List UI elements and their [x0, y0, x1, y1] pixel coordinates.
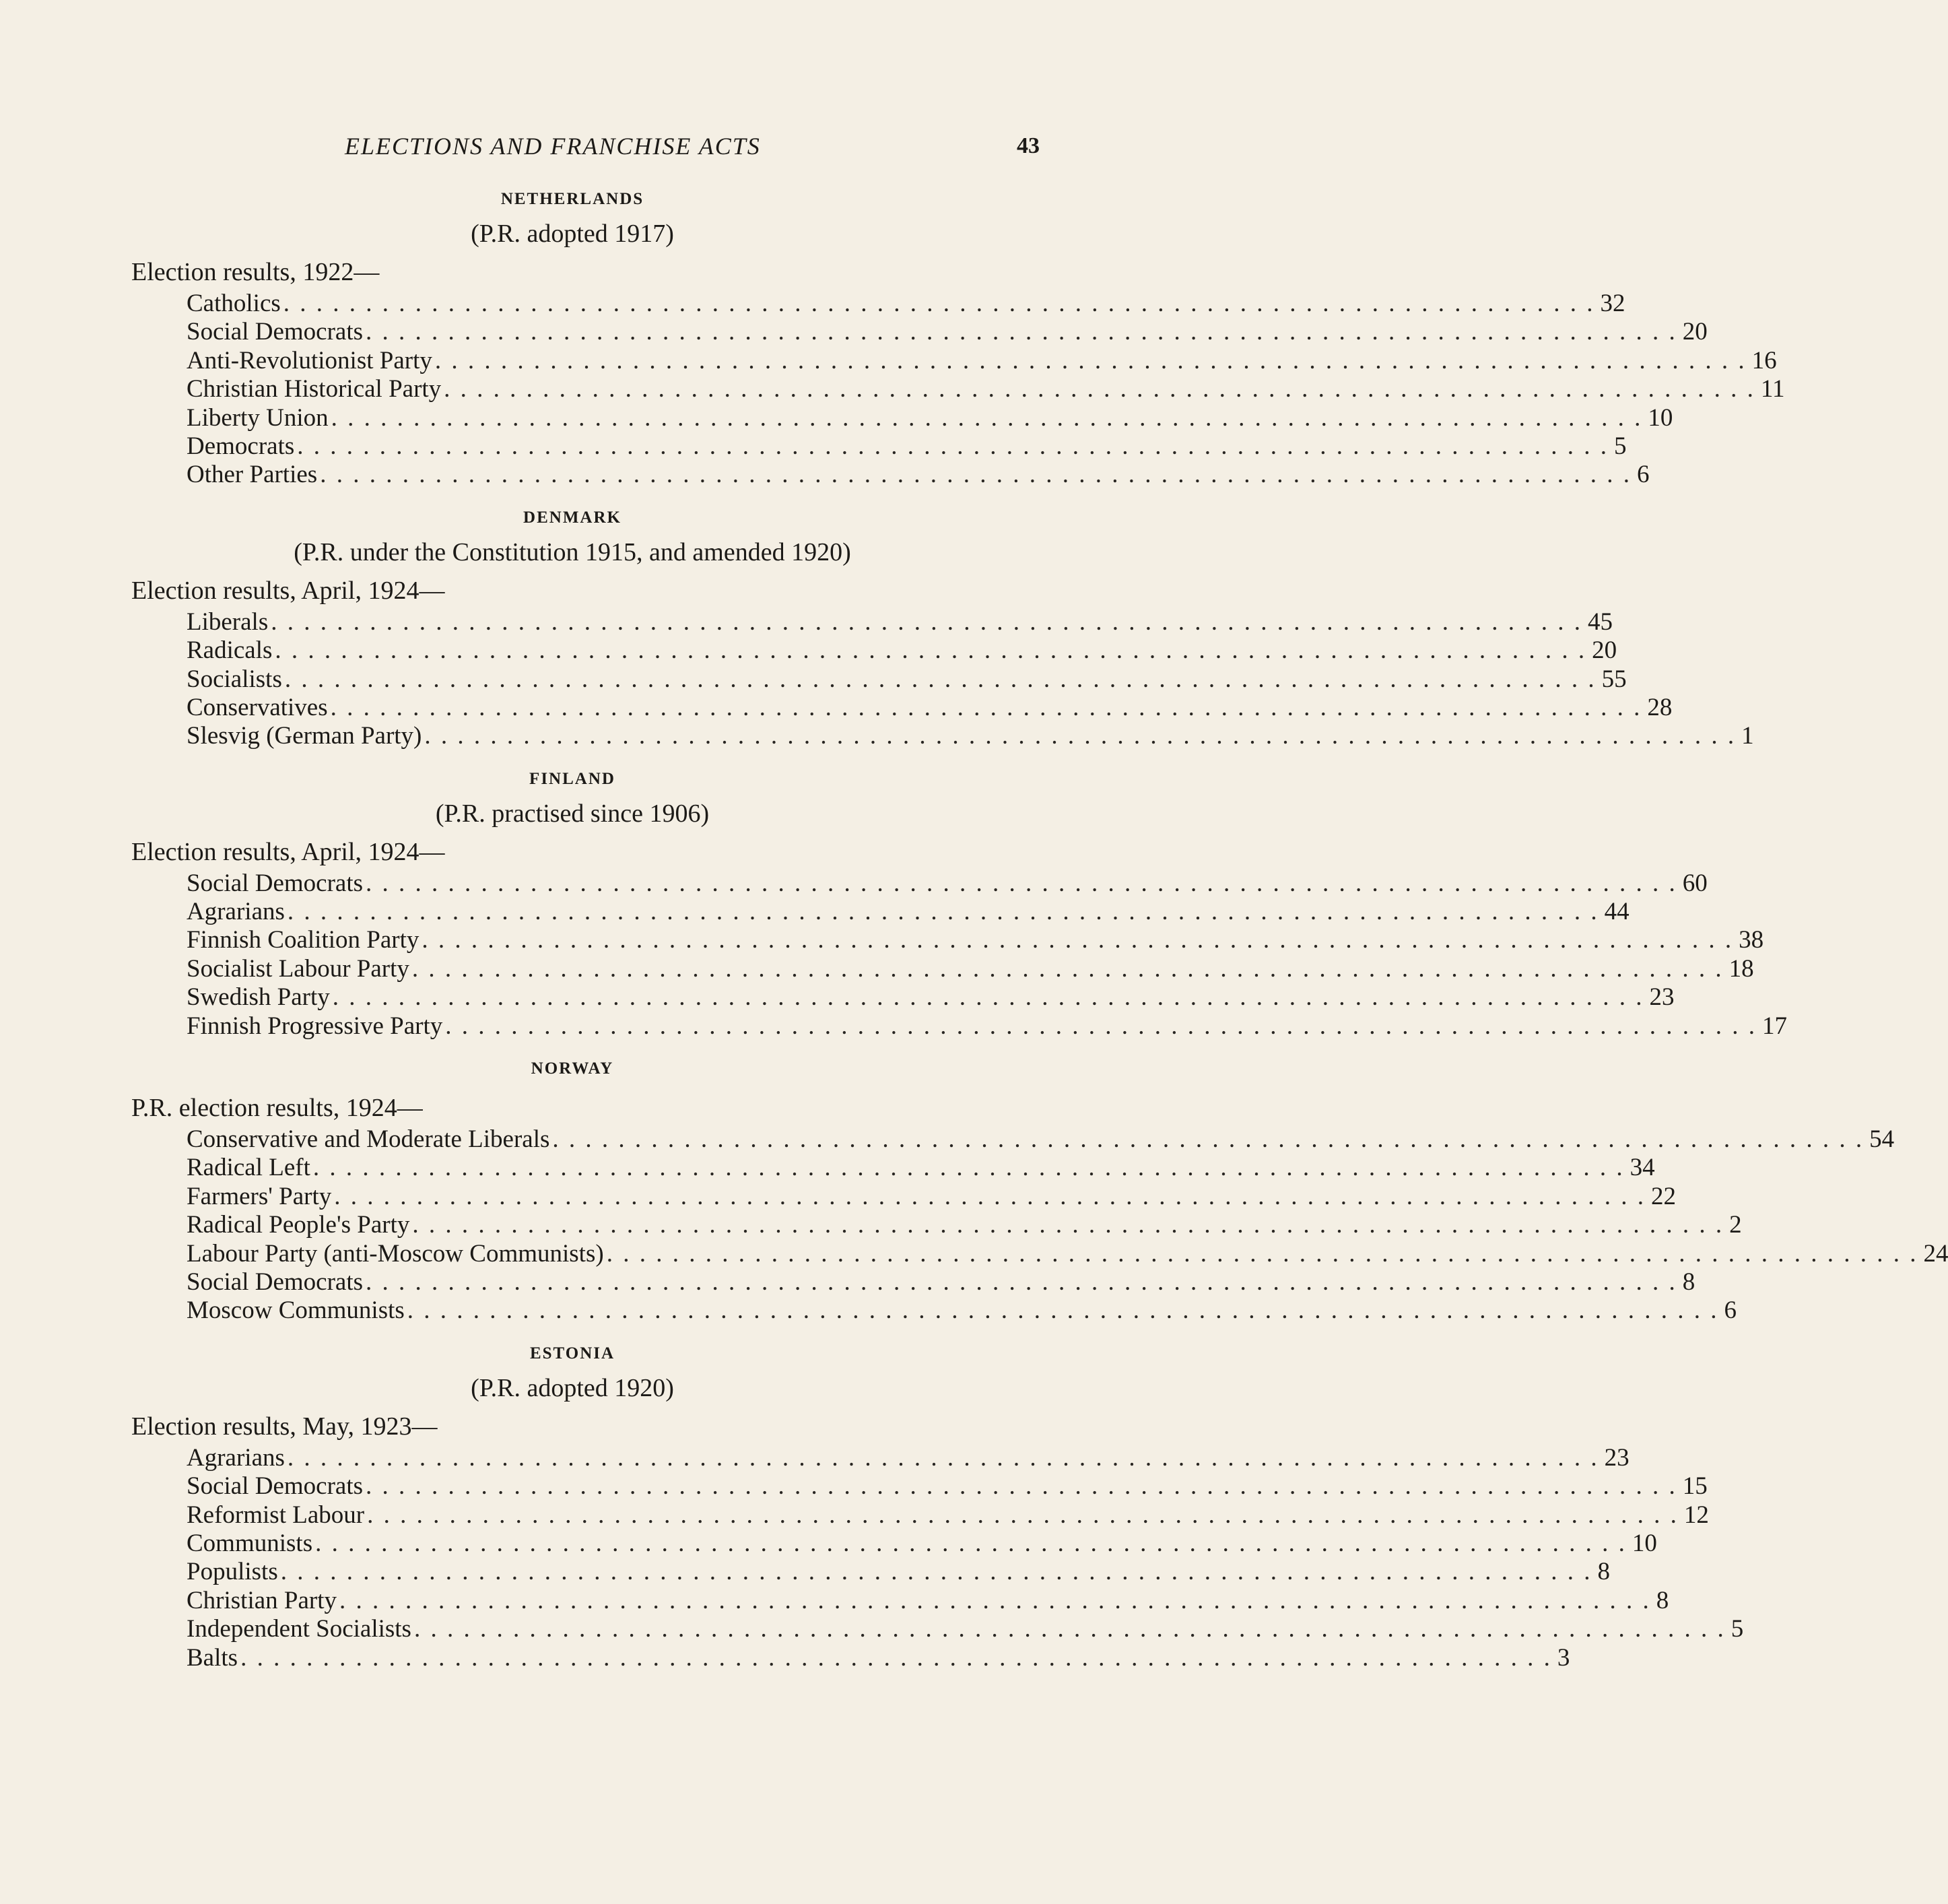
dot-leader: . . . . . . . . . . . . . . . . . . . . . . . . . . . . . . . . . . . . . . . . . . . . . . . . . . . . . . . . . . . . . . . . . . . . . . . . . . . . . . . .	[366, 1472, 1677, 1501]
party-name: Conservative and Moderate Liberals	[187, 1125, 550, 1154]
party-name: Finnish Progressive Party	[187, 1012, 443, 1040]
list-item	[131, 1529, 1657, 1558]
party-name: Socialist Labour Party	[187, 954, 409, 983]
seat-count: 6	[1636, 461, 1650, 489]
list-item	[131, 1125, 1895, 1154]
dot-leader: . . . . . . . . . . . . . . . . . . . . . . . . . . . . . . . . . . . . . . . . . . . . . . . . . . . . . . . . . . . . . . . . . . . . . . . . . . . . . . . .	[366, 318, 1677, 346]
list-item	[131, 1268, 1695, 1296]
seat-count: 18	[1728, 954, 1754, 983]
seat-count: 34	[1630, 1154, 1655, 1182]
seat-count: 1	[1741, 722, 1754, 750]
party-name: Farmers' Party	[187, 1182, 332, 1210]
seat-count: 15	[1682, 1472, 1708, 1501]
results-heading: Election results, April, 1924—	[131, 837, 445, 866]
dot-leader: . . . . . . . . . . . . . . . . . . . . . . . . . . . . . . . . . . . . . . . . . . . . . . . . . . . . . . . . . . . . . . . . . . . . . . . . . . . . . . . .	[271, 608, 1582, 636]
dot-leader: . . . . . . . . . . . . . . . . . . . . . . . . . . . . . . . . . . . . . . . . . . . . . . . . . . . . . . . . . . . . . . . . . . . . . . . . . . . . . . . .	[445, 1012, 1757, 1040]
results-heading: P.R. election results, 1924—	[131, 1094, 423, 1123]
seat-count: 24	[1923, 1239, 1948, 1268]
results-heading: Election results, 1922—	[131, 258, 380, 286]
party-name: Christian Party	[187, 1586, 337, 1614]
dot-leader: . . . . . . . . . . . . . . . . . . . . . . . . . . . . . . . . . . . . . . . . . . . . . . . . . . . . . . . . . . . . . . . . . . . . . . . . . . . . . . . .	[413, 1615, 1726, 1643]
dot-leader: . . . . . . . . . . . . . . . . . . . . . . . . . . . . . . . . . . . . . . . . . . . . . . . . . . . . . . . . . . . . . . . . . . . . . . . . . . . . . . . .	[367, 1501, 1679, 1529]
list-item	[131, 1558, 1610, 1586]
seat-count: 54	[1869, 1125, 1895, 1154]
seat-count: 23	[1604, 1443, 1630, 1472]
country-heading: ESTONIA	[529, 1344, 615, 1363]
seat-count: 38	[1739, 926, 1764, 954]
party-name: Social Democrats	[187, 869, 363, 897]
list-item	[131, 869, 1708, 898]
list-item	[131, 665, 1627, 694]
results-list	[131, 1125, 1948, 1325]
list-item	[131, 608, 1613, 636]
list-item	[131, 1012, 1788, 1041]
list-item	[131, 1239, 1948, 1268]
results-list	[131, 1443, 1744, 1672]
seat-count: 3	[1557, 1643, 1570, 1672]
seat-count: 22	[1651, 1182, 1677, 1210]
list-item	[131, 983, 1675, 1012]
country-heading: NETHERLANDS	[500, 190, 644, 208]
dot-leader: . . . . . . . . . . . . . . . . . . . . . . . . . . . . . . . . . . . . . . . . . . . . . . . . . . . . . . . . . . . . . . . . . . . . . . . . . . . . . . . .	[331, 403, 1643, 432]
running-head	[0, 132, 1215, 166]
dot-leader: . . . . . . . . . . . . . . . . . . . . . . . . . . . . . . . . . . . . . . . . . . . . . . . . . . . . . . . . . . . . . . . . . . . . . . . . . . . . . . . .	[280, 1558, 1592, 1586]
dot-leader: . . . . . . . . . . . . . . . . . . . . . . . . . . . . . . . . . . . . . . . . . . . . . . . . . . . . . . . . . . . . . . . . . . . . . . . . . . . . . . . .	[287, 1443, 1599, 1472]
section-norway	[131, 1059, 1948, 1325]
page-number: 43	[1017, 133, 1040, 158]
seat-count: 11	[1760, 375, 1785, 403]
list-item	[131, 318, 1708, 346]
list-item	[131, 636, 1617, 665]
country-heading: NORWAY	[531, 1059, 614, 1078]
party-name: Labour Party (anti-Moscow Communists)	[187, 1239, 604, 1268]
dot-leader: . . . . . . . . . . . . . . . . . . . . . . . . . . . . . . . . . . . . . . . . . . . . . . . . . . . . . . . . . . . . . . . . . . . . . . . . . . . . . . . .	[297, 432, 1609, 460]
dot-leader: . . . . . . . . . . . . . . . . . . . . . . . . . . . . . . . . . . . . . . . . . . . . . . . . . . . . . . . . . . . . . . . . . . . . . . . . . . . . . . . .	[284, 665, 1597, 693]
seat-count: 5	[1731, 1615, 1744, 1643]
party-name: Radical Left	[187, 1154, 310, 1182]
seat-count: 45	[1587, 608, 1613, 636]
running-title: ELECTIONS AND FRANCHISE ACTS	[345, 133, 761, 160]
party-name: Christian Historical Party	[187, 375, 442, 403]
section-denmark	[131, 508, 1754, 751]
seat-count: 10	[1632, 1529, 1657, 1557]
list-item	[131, 375, 1785, 403]
section-estonia	[131, 1344, 1744, 1672]
party-name: Conservatives	[187, 693, 328, 721]
seat-count: 10	[1648, 403, 1673, 432]
list-item	[131, 1643, 1570, 1672]
list-item	[131, 1586, 1669, 1615]
seat-count: 28	[1647, 693, 1673, 721]
list-item	[131, 1443, 1630, 1472]
seat-count: 12	[1683, 1501, 1709, 1529]
list-item	[131, 1211, 1742, 1239]
party-name: Social Democrats	[187, 1472, 363, 1501]
seat-count: 32	[1600, 290, 1625, 317]
list-item	[131, 898, 1630, 926]
dot-leader: . . . . . . . . . . . . . . . . . . . . . . . . . . . . . . . . . . . . . . . . . . . . . . . . . . . . . . . . . . . . . . . . . . . . . . . . . . . . . . . .	[366, 1268, 1677, 1296]
party-name: Swedish Party	[187, 983, 330, 1012]
pr-note: (P.R. under the Constitution 1915, and amended 1920)	[294, 537, 851, 566]
party-name: Social Democrats	[187, 318, 363, 346]
party-name: Anti-Revolutionist Party	[187, 346, 432, 374]
dot-leader: . . . . . . . . . . . . . . . . . . . . . . . . . . . . . . . . . . . . . . . . . . . . . . . . . . . . . . . . . . . . . . . . . . . . . . . . . . . . . . . .	[366, 869, 1677, 897]
seat-count: 8	[1682, 1268, 1695, 1296]
party-name: Finnish Coalition Party	[187, 926, 419, 954]
pr-note: (P.R. practised since 1906)	[435, 799, 710, 828]
results-list	[131, 290, 1785, 490]
seat-count: 44	[1604, 898, 1630, 926]
list-item	[131, 403, 1673, 432]
dot-leader: . . . . . . . . . . . . . . . . . . . . . . . . . . . . . . . . . . . . . . . . . . . . . . . . . . . . . . . . . . . . . . . . . . . . . . . . . . . . . . . .	[240, 1643, 1552, 1672]
list-item	[131, 290, 1625, 318]
list-item	[131, 954, 1754, 983]
party-name: Reformist Labour	[187, 1501, 365, 1529]
party-name: Independent Socialists	[187, 1615, 411, 1643]
dot-leader: . . . . . . . . . . . . . . . . . . . . . . . . . . . . . . . . . . . . . . . . . . . . . . . . . . . . . . . . . . . . . . . . . . . . . . . . . . . . . . . .	[434, 346, 1747, 374]
list-item	[131, 1154, 1655, 1182]
party-name: Radical People's Party	[187, 1211, 410, 1239]
dot-leader: . . . . . . . . . . . . . . . . . . . . . . . . . . . . . . . . . . . . . . . . . . . . . . . . . . . . . . . . . . . . . . . . . . . . . . . . . . . . . . . .	[606, 1239, 1918, 1268]
dot-leader: . . . . . . . . . . . . . . . . . . . . . . . . . . . . . . . . . . . . . . . . . . . . . . . . . . . . . . . . . . . . . . . . . . . . . . . . . . . . . . . .	[287, 898, 1599, 926]
party-name: Other Parties	[187, 461, 318, 489]
party-name: Social Democrats	[187, 1268, 363, 1296]
seat-count: 2	[1729, 1211, 1742, 1239]
seat-count: 55	[1601, 665, 1627, 693]
seat-count: 5	[1614, 432, 1627, 460]
seat-count: 60	[1682, 869, 1708, 897]
party-name: Socialists	[187, 665, 282, 693]
dot-leader: . . . . . . . . . . . . . . . . . . . . . . . . . . . . . . . . . . . . . . . . . . . . . . . . . . . . . . . . . . . . . . . . . . . . . . . . . . . . . . . .	[411, 954, 1724, 983]
list-item	[131, 722, 1754, 750]
dot-leader: . . . . . . . . . . . . . . . . . . . . . . . . . . . . . . . . . . . . . . . . . . . . . . . . . . . . . . . . . . . . . . . . . . . . . . . . . . . . . . . .	[320, 461, 1632, 489]
party-name: Liberty Union	[187, 403, 329, 432]
seat-count: 8	[1597, 1558, 1610, 1586]
seat-count: 8	[1656, 1586, 1669, 1614]
party-name: Liberals	[187, 608, 269, 636]
list-item	[131, 926, 1764, 954]
results-list	[131, 869, 1788, 1041]
list-item	[131, 693, 1673, 722]
dot-leader: . . . . . . . . . . . . . . . . . . . . . . . . . . . . . . . . . . . . . . . . . . . . . . . . . . . . . . . . . . . . . . . . . . . . . . . . . . . . . . . .	[275, 636, 1587, 665]
dot-leader: . . . . . . . . . . . . . . . . . . . . . . . . . . . . . . . . . . . . . . . . . . . . . . . . . . . . . . . . . . . . . . . . . . . . . . . . . . . . . . . .	[332, 983, 1644, 1012]
party-name: Radicals	[187, 636, 273, 665]
country-heading: DENMARK	[523, 508, 622, 527]
list-item	[131, 1501, 1709, 1530]
party-name: Moscow Communists	[187, 1296, 405, 1325]
dot-leader: . . . . . . . . . . . . . . . . . . . . . . . . . . . . . . . . . . . . . . . . . . . . . . . . . . . . . . . . . . . . . . . . . . . . . . . . . . . . . . . .	[422, 926, 1734, 954]
list-item	[131, 1296, 1737, 1325]
results-heading: Election results, April, 1924—	[131, 576, 445, 605]
dot-leader: . . . . . . . . . . . . . . . . . . . . . . . . . . . . . . . . . . . . . . . . . . . . . . . . . . . . . . . . . . . . . . . . . . . . . . . . . . . . . . . .	[552, 1125, 1865, 1154]
pr-note: (P.R. adopted 1917)	[471, 220, 674, 248]
party-name: Catholics	[187, 290, 281, 317]
dot-leader: . . . . . . . . . . . . . . . . . . . . . . . . . . . . . . . . . . . . . . . . . . . . . . . . . . . . . . . . . . . . . . . . . . . . . . . . . . . . . . . .	[315, 1529, 1627, 1557]
section-finland	[131, 769, 1788, 1041]
dot-leader: . . . . . . . . . . . . . . . . . . . . . . . . . . . . . . . . . . . . . . . . . . . . . . . . . . . . . . . . . . . . . . . . . . . . . . . . . . . . . . . .	[407, 1296, 1719, 1325]
party-name: Democrats	[187, 432, 295, 460]
dot-leader: . . . . . . . . . . . . . . . . . . . . . . . . . . . . . . . . . . . . . . . . . . . . . . . . . . . . . . . . . . . . . . . . . . . . . . . . . . . . . . . .	[283, 290, 1595, 317]
seat-count: 6	[1724, 1296, 1737, 1325]
dot-leader: . . . . . . . . . . . . . . . . . . . . . . . . . . . . . . . . . . . . . . . . . . . . . . . . . . . . . . . . . . . . . . . . . . . . . . . . . . . . . . . .	[330, 693, 1642, 721]
seat-count: 20	[1592, 636, 1617, 665]
seat-count: 16	[1751, 346, 1777, 374]
party-name: Populists	[187, 1558, 278, 1586]
section-netherlands	[131, 190, 1785, 490]
dot-leader: . . . . . . . . . . . . . . . . . . . . . . . . . . . . . . . . . . . . . . . . . . . . . . . . . . . . . . . . . . . . . . . . . . . . . . . . . . . . . . . .	[424, 722, 1737, 750]
list-item	[131, 461, 1650, 489]
dot-leader: . . . . . . . . . . . . . . . . . . . . . . . . . . . . . . . . . . . . . . . . . . . . . . . . . . . . . . . . . . . . . . . . . . . . . . . . . . . . . . . .	[412, 1211, 1724, 1239]
dot-leader: . . . . . . . . . . . . . . . . . . . . . . . . . . . . . . . . . . . . . . . . . . . . . . . . . . . . . . . . . . . . . . . . . . . . . . . . . . . . . . . .	[334, 1182, 1646, 1210]
country-heading: FINLAND	[529, 769, 615, 788]
list-item	[131, 1472, 1708, 1501]
pr-note: (P.R. adopted 1920)	[471, 1373, 674, 1402]
seat-count: 20	[1682, 318, 1708, 346]
list-item	[131, 432, 1627, 461]
list-item	[131, 346, 1777, 375]
dot-leader: . . . . . . . . . . . . . . . . . . . . . . . . . . . . . . . . . . . . . . . . . . . . . . . . . . . . . . . . . . . . . . . . . . . . . . . . . . . . . . . .	[444, 375, 1755, 403]
page-content	[131, 182, 1948, 1672]
list-item	[131, 1615, 1744, 1643]
party-name: Balts	[187, 1643, 238, 1672]
dot-leader: . . . . . . . . . . . . . . . . . . . . . . . . . . . . . . . . . . . . . . . . . . . . . . . . . . . . . . . . . . . . . . . . . . . . . . . . . . . . . . . .	[312, 1154, 1625, 1182]
seat-count: 17	[1762, 1012, 1788, 1040]
seat-count: 23	[1649, 983, 1675, 1012]
results-heading: Election results, May, 1923—	[131, 1412, 438, 1441]
party-name: Agrarians	[187, 898, 285, 926]
results-list	[131, 608, 1754, 751]
party-name: Slesvig (German Party)	[187, 722, 422, 750]
party-name: Communists	[187, 1529, 313, 1557]
list-item	[131, 1182, 1677, 1211]
party-name: Agrarians	[187, 1443, 285, 1472]
dot-leader: . . . . . . . . . . . . . . . . . . . . . . . . . . . . . . . . . . . . . . . . . . . . . . . . . . . . . . . . . . . . . . . . . . . . . . . . . . . . . . . .	[339, 1586, 1651, 1614]
